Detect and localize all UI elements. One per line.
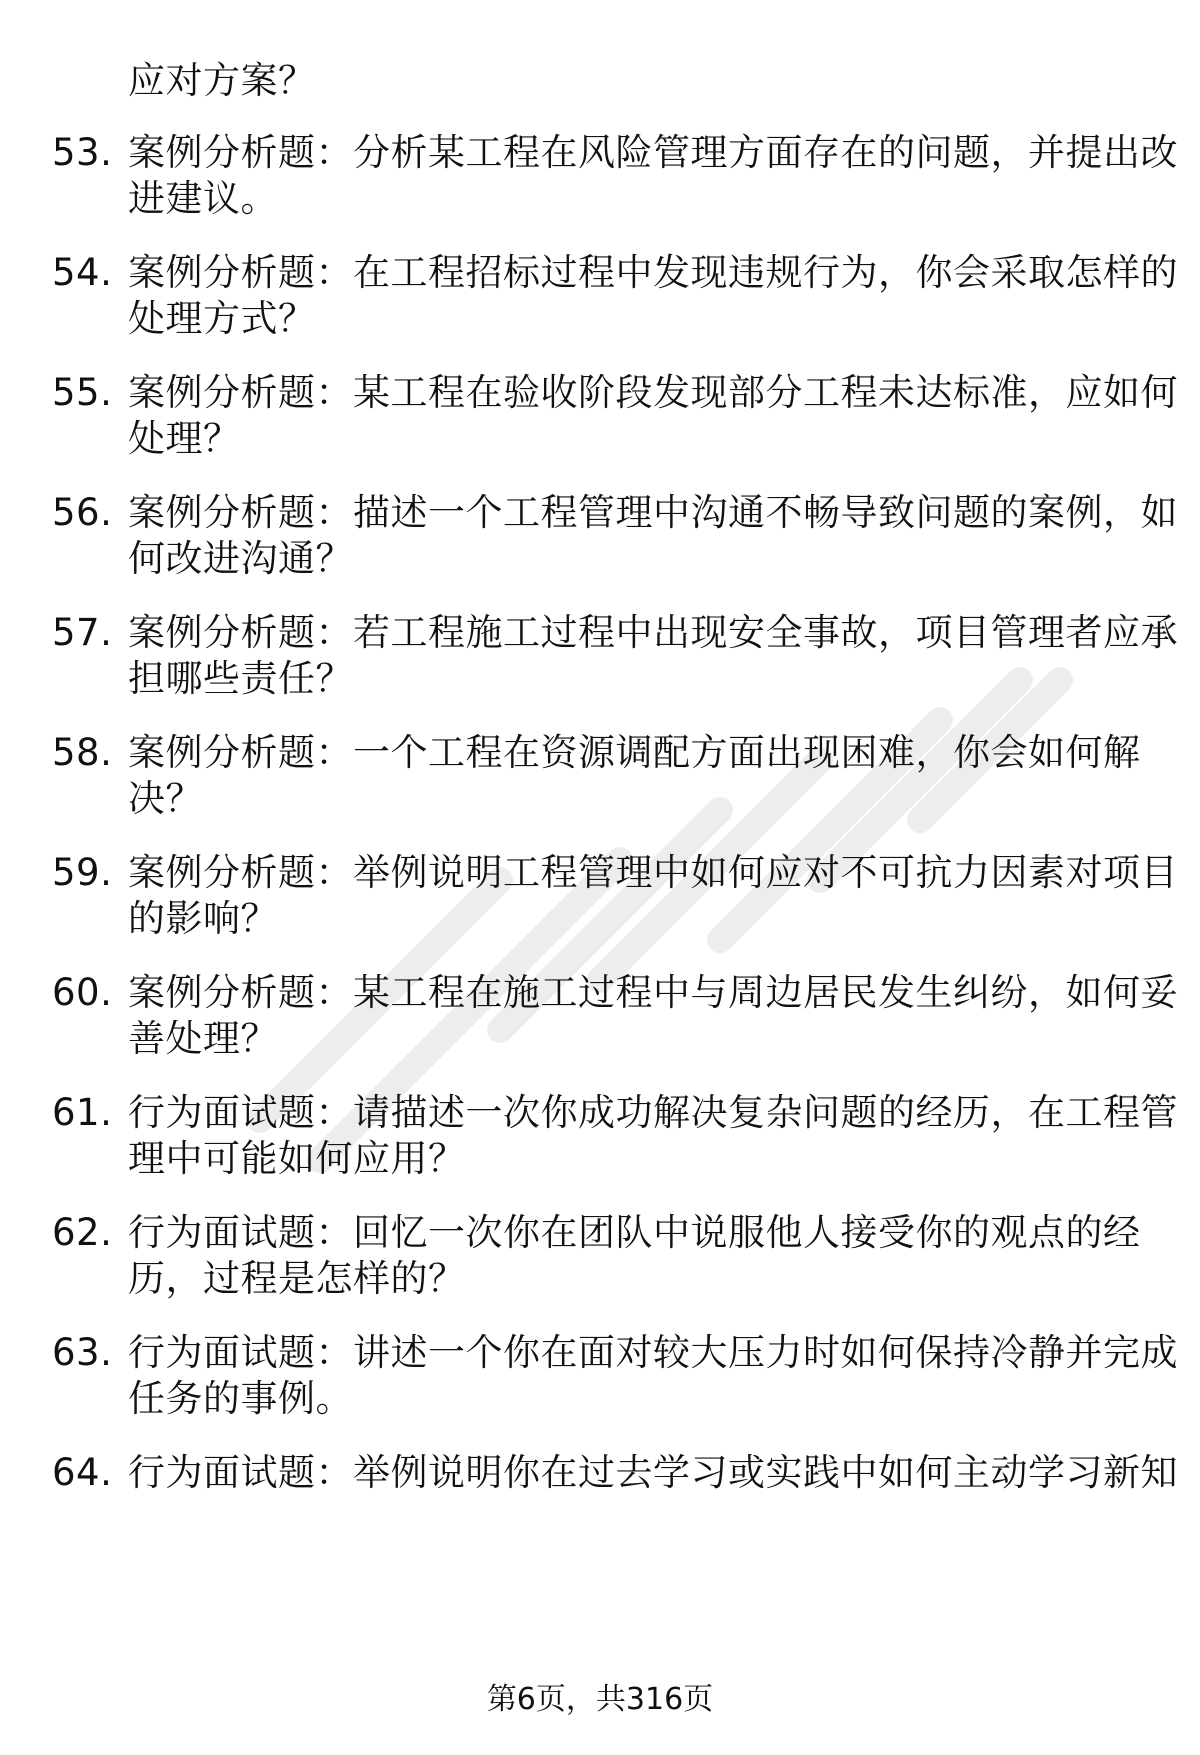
item-number: 60. (52, 971, 113, 1014)
item-text: 案例分析题：在工程招标过程中发现违规行为，你会采取怎样的 (128, 251, 1178, 294)
item-text: 决？ (128, 777, 203, 820)
item-text: 善处理？ (128, 1017, 278, 1060)
item-text: 案例分析题：若工程施工过程中出现安全事故，项目管理者应承 (128, 611, 1178, 654)
item-text: 案例分析题：某工程在施工过程中与周边居民发生纠纷，如何妥 (128, 971, 1178, 1014)
item-text: 处理方式？ (128, 297, 316, 340)
item-number: 63. (52, 1331, 113, 1374)
item-text: 案例分析题：描述一个工程管理中沟通不畅导致问题的案例，如 (128, 491, 1178, 534)
item-number: 64. (52, 1451, 113, 1494)
continued-text: 应对方案？ (128, 59, 316, 102)
item-number: 61. (52, 1091, 113, 1134)
item-number: 58. (52, 731, 113, 774)
item-number: 54. (52, 251, 113, 294)
item-text: 行为面试题：讲述一个你在面对较大压力时如何保持冷静并完成 (128, 1331, 1178, 1374)
item-text: 进建议。 (128, 177, 278, 220)
item-text: 案例分析题：一个工程在资源调配方面出现困难，你会如何解 (128, 731, 1141, 774)
item-number: 53. (52, 131, 113, 174)
item-number: 59. (52, 851, 113, 894)
item-text: 理中可能如何应用？ (128, 1137, 466, 1180)
item-text: 案例分析题：分析某工程在风险管理方面存在的问题，并提出改 (128, 131, 1178, 174)
item-text: 何改进沟通？ (128, 537, 353, 580)
item-text: 案例分析题：某工程在验收阶段发现部分工程未达标准，应如何 (128, 371, 1178, 414)
item-text: 行为面试题：举例说明你在过去学习或实践中如何主动学习新知 (128, 1451, 1178, 1494)
item-number: 62. (52, 1211, 113, 1254)
item-text: 行为面试题：回忆一次你在团队中说服他人接受你的观点的经 (128, 1211, 1141, 1254)
item-number: 57. (52, 611, 113, 654)
item-text: 处理？ (128, 417, 241, 460)
item-text: 行为面试题：请描述一次你成功解决复杂问题的经历，在工程管 (128, 1091, 1178, 1134)
item-number: 55. (52, 371, 113, 414)
item-text: 历，过程是怎样的？ (128, 1257, 466, 1300)
item-text: 案例分析题：举例说明工程管理中如何应对不可抗力因素对项目 (128, 851, 1178, 894)
page-footer: 第6页，共316页 (486, 1682, 714, 1717)
item-text: 的影响？ (128, 897, 278, 940)
item-text: 担哪些责任？ (128, 657, 353, 700)
item-text: 任务的事例。 (128, 1377, 353, 1420)
item-number: 56. (52, 491, 113, 534)
